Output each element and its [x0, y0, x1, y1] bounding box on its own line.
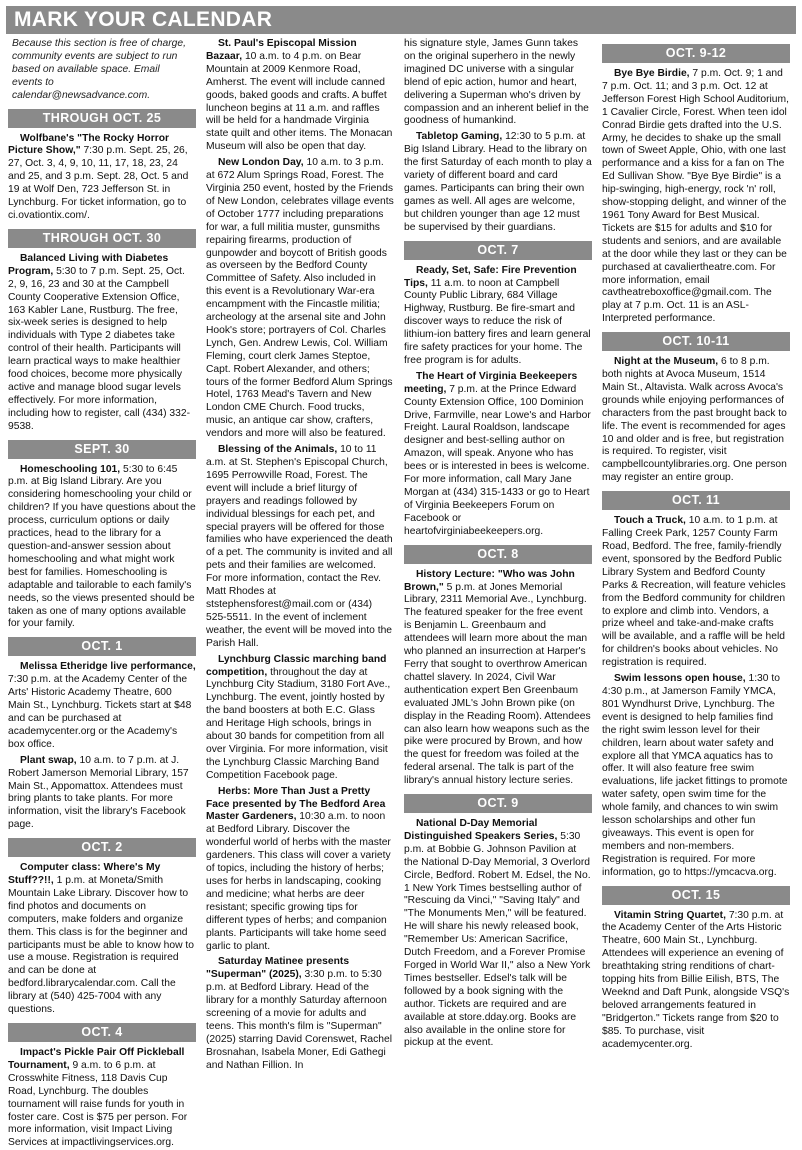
event-body: 3:30 p.m. to 5:30 p.m. at Bedford Library. Head of the library for a monthly Saturday afternoon screening of a movie for adults and teens. This month's film is "Superman" (2025) starring David Corenswet, Rachel Brosnahan, Isabela Moner, Edi Gathegi and Nathan Fillion. In	[206, 969, 392, 1071]
event-item	[602, 673, 790, 880]
event-item	[206, 956, 394, 1072]
event-item	[8, 661, 196, 751]
event-item	[206, 38, 394, 154]
event-item	[206, 654, 394, 783]
section-banner: MARK YOUR CALENDAR	[6, 6, 796, 34]
event-title: Swim lessons open house,	[614, 673, 746, 685]
event-title: Ready, Set, Safe: Fire Prevention Tips,	[404, 264, 577, 289]
event-body: 1:30 to 4:30 p.m., at Jamerson Family YMCA, 801 Wyndhurst Drive, Lynchburg. The event is designed to help families find the right swim lesson level for their children, learn about water safety and explore all that YMCA aquatics has to offer. It will also feature free swim evaluations, life jacket fittings to promote water safety, open swim time for the whole family, and chances to win swim lesson scholarships and other fun giveaways. This event is open for members and non-members. Registration is required. For more information, go to https://ymcacva.org.	[602, 673, 788, 878]
event-item	[602, 356, 790, 485]
event-item	[8, 862, 196, 1017]
event-item	[602, 910, 790, 1052]
event-item	[404, 371, 592, 539]
date-header: THROUGH OCT. 30	[8, 229, 196, 248]
event-item	[404, 818, 592, 1050]
event-title: Balanced Living with Diabetes Program,	[8, 252, 169, 277]
event-body: 7:30 p.m. at the Academy Center of the Arts' Historic Academy Theatre, 600 Main St., Lynchburg. Tickets start at $48 and can be purchased at academycenter.org or the Academy's box office.	[8, 674, 192, 750]
event-body: 9 a.m. to 6 p.m. at Crosswhite Fitness, 118 Davis Cup Road, Lynchburg. The doubles tournament will raise funds for youth in foster care. Cost is $75 per person. For more information, visit Impact Living Services at impactlivingservices.org.	[8, 1059, 188, 1149]
event-body: 10:30 a.m. to noon at Bedford Library. Discover the wonderful world of herbs with the master gardeners. This class will cover a variety of topics, including the history of herbs; uses for herbs in landscaping, cooking and medicine; what herbs are deer resistant; specific growing tips for different types of herbs; and companion plants. Participants will take home seed garlic to plant.	[206, 811, 391, 952]
event-title: Lynchburg Classic marching band competition,	[206, 653, 387, 678]
event-body: 10 a.m. to 1 p.m. at Falling Creek Park, 1257 County Farm Road, Bedford. The free, family-friendly event, sponsored by the Bedford Public Library System and Bedford County Parks & Recreation, will feature vehicles from the Bedford community for children to explore and climb into. Vendors, a prize wheel and take-and-make crafts will be available, and a raffle will be held for children's books about vehicles. No registration is required.	[602, 515, 786, 669]
event-title: Vitamin String Quartet,	[614, 909, 726, 921]
event-body: 5:30 p.m. at Bobbie G. Johnson Pavilion at the National D-Day Memorial, 3 Overlord Circle, Bedford. Robert M. Edsel, the No. 1 New York Times bestselling author of "Rescuing da Vinci," "Saving Italy" and "The Monuments Men," will be featured. He will share his newly released book, "Remember Us: American Sacrifice, Dutch Freedom, and a Forever Promise Forged in World War II," also a New York Times bestseller. Edsel's talk will be followed by a book signing with the author. Tickets are required and are available at store.dday.org. Books are also available in the online store for pickup at the event.	[404, 830, 591, 1049]
event-title: St. Paul's Episcopal Mission Bazaar,	[206, 38, 357, 62]
date-header: SEPT. 30	[8, 440, 196, 459]
event-title: Night at the Museum,	[614, 356, 719, 368]
event-title: Wolfbane's "The Rocky Horror Picture Show,"	[8, 132, 170, 157]
date-header: OCT. 7	[404, 241, 592, 260]
event-item	[602, 515, 790, 670]
event-title: Homeschooling 101,	[20, 463, 121, 475]
event-item	[8, 253, 196, 434]
event-title: National D-Day Memorial Distinguished Speakers Series,	[404, 818, 558, 842]
column-2	[206, 38, 394, 1071]
event-body: 7 p.m. at the Prince Edward County Extension Office, 100 Dominion Drive, Farmville, near Lowe's and Harbor Freight. Laural Roaldson, landscape designer and best-selling author on Amazon, will speak. Anyone who has bees or is interested in bees is welcome. For more information, call Mary Jane Morgan at (434) 315-1433 or go to Heart of Virginia Beekeepers Forum on Facebook or heartofvirginiabeekeepers.org.	[404, 383, 591, 537]
date-header: OCT. 9	[404, 794, 592, 813]
event-body: 10 to 11 a.m. at St. Stephen's Episcopal Church, 1695 Perrowville Road, Forest. The event will include a brief liturgy of prayers and readings followed by individual blessings for each pet, and special prayers will be offered for those families who have experienced the death of a pet. The community is invited and all pets and their families are welcomed. For more information, contact the Rev. Matt Rhodes at ststephensforest@mail.com or (434) 525-5511. In the event of inclement weather, the event will be moved into the Parish Hall.	[206, 444, 393, 649]
event-item	[206, 157, 394, 441]
event-title: Touch a Truck,	[614, 515, 686, 527]
event-title: Blessing of the Animals,	[218, 444, 338, 456]
event-title: Melissa Etheridge live performance,	[20, 661, 196, 673]
event-body: 10 a.m. to 3 p.m. at 672 Alum Springs Road, Forest. The Virginia 250 event, hosted by the Friends of New London, celebrates village events of October 1777 including preparations for war, a full militia muster, gunsmiths repairing firearms, production of gunpowder and boycott of British goods as overseen by the Bedford County Committee of Safety. Also included in this event is a Revolutionary War-era encampment with the Fincastle militia; archeology at the arsenal site and John Hook's store; portrayers of Col. Charles Lynch, Gen. Andrew Lewis, Col. William Fleming, court clerk James Steptoe, Capt. Robert Alexander, and others; tours of the former Bedford Alum Springs Hotel, 1763 Mead's Tavern and New London CME Church. Food trucks, music, an antique car show, crafters, vendors and more will also be featured.	[206, 157, 394, 440]
event-item	[404, 265, 592, 368]
event-title: Bye Bye Birdie,	[614, 68, 690, 79]
event-item	[206, 444, 394, 651]
column-4	[602, 38, 790, 1050]
date-header: OCT. 10-11	[602, 332, 790, 351]
event-body: 7 p.m. Oct. 9; 1 and 7 p.m. Oct. 11; and 3 p.m. Oct. 12 at Jefferson Forest High School Auditorium, 1 Cavalier Circle, Forest. When teen idol Conrad Birdie gets drafted into the U.S. Army, he decides to shake up the small town of Sweet Apple, Ohio, with one last performance and a kiss for a fan on The Ed Sullivan Show. "Bye Bye Birdie" is a hip-swinging, high-energy, rock 'n' roll, show-stopping delight, and winner of the 1961 Tony Award for Best Musical. Tickets are $15 for adults and $10 for students and seniors, and are available at the door while they last or they can be purchased at cavaliertheatre.com. For more information, email cavtheatreboxoffice@gmail.com. The play at 7 p.m. Oct. 11 is an ASL-Interpreted performance.	[602, 68, 789, 325]
event-item	[404, 569, 592, 788]
date-header: OCT. 9-12	[602, 44, 790, 63]
event-item	[8, 755, 196, 832]
column-1	[8, 38, 196, 1149]
event-body: 5:30 to 7 p.m. Sept. 25, Oct. 2, 9, 16, 23 and 30 at the Campbell County Cooperative Extension Office, 163 Kabler Lane, Rustburg. The free, six-week series is designed to help individuals with Type 2 diabetes take control of their health. Participants will learn practical ways to make healthier food choices, become more physically active and manage blood sugar levels effectively. For more information, including how to register, call (434) 332-9538.	[8, 265, 191, 432]
event-body: 11 a.m. to noon at Campbell County Public Library, 684 Village Highway, Rustburg. Be fire-smart and discover ways to reduce the risk of lithium-ion battery fires and learn general fire safety practices for your home. The free program is for adults.	[404, 277, 591, 366]
event-title: Saturday Matinee presents "Superman" (2025),	[206, 956, 350, 981]
event-body: 10 a.m. to 7 p.m. at J. Robert Jamerson Memorial Library, 157 Main St., Appomattox. Attendees must bring plants to take plants. For more information, visit the library's Facebook page.	[8, 754, 189, 831]
event-title: Impact's Pickle Pair Off Pickleball Tournament,	[8, 1047, 185, 1071]
event-body: 1 p.m. at Moneta/Smith Mountain Lake Library. Discover how to find photos and documents on computers, make folders and organize them. This class is for the beginner and participants must be able to know how to use a mouse. Registration is required and can be done at bedford.librarycalendar.com. Call the library at (540) 425-7004 with any questions.	[8, 875, 195, 1016]
date-header: OCT. 4	[8, 1023, 196, 1042]
date-header: OCT. 11	[602, 491, 790, 510]
event-item	[8, 464, 196, 632]
event-item	[404, 131, 592, 234]
event-body: throughout the day at Lynchburg City Stadium, 3180 Fort Ave., Lynchburg. The event, jointly hosted by the band boosters at both E.C. Glass and Heritage High schools, brings in about 30 bands for competition from all over Virginia. For more information, visit the Lynchburg Classic Marching Band Competition Facebook page.	[206, 666, 391, 781]
event-body: 5 p.m. at Jones Memorial Library, 2311 Memorial Ave., Lynchburg. The featured speaker for the free event is Benjamin L. Greenbaum and attendees will learn more about the man who planned an insurrection at Harper's Ferry that sought to overthrow American chattel slavery. In 2024, Civil War authentication expert Ben Greenbaum evaluated JML's John Brown pike (on display in the Reading Room). Attendees can also learn how weapons such as the pike were procured by Brown, and how the quest for freedom was foiled at the federal arsenal. The talk is part of the library's annual history lecture series.	[404, 581, 591, 787]
date-header: OCT. 8	[404, 545, 592, 564]
event-title: History Lecture: "Who was John Brown,"	[404, 568, 575, 593]
event-title: Computer class: Where's My Stuff??!!,	[8, 862, 161, 887]
event-title: The Heart of Virginia Beekeepers meeting,	[404, 370, 578, 395]
event-body: his signature style, James Gunn takes on the original superhero in the newly imagined DC universe with a singular blend of epic action, humor and heart, delivering a Superman who's driven by compassion and an inherent belief in the goodness of humankind.	[404, 38, 589, 127]
event-item	[206, 786, 394, 954]
event-title: Plant swap,	[20, 754, 77, 766]
event-title: New London Day,	[218, 157, 304, 169]
event-item	[8, 133, 196, 223]
date-header: OCT. 15	[602, 886, 790, 905]
date-header: OCT. 2	[8, 838, 196, 857]
event-body: 5:30 to 6:45 p.m. at Big Island Library. Are you considering homeschooling your child or children? If you have questions about the process, curriculum options or daily practices, head to the library for a question-and-answer session about homeschooling and what might work best for families. Homeschooling is adaptable and tailorable to each family's needs, so the views presented should be taken as one of many options available for your family.	[8, 463, 196, 630]
event-body: 7:30 p.m. Sept. 25, 26, 27, Oct. 3, 4, 9, 10, 11, 17, 18, 23, 24 and 25, and 3 p.m. Sept. 28, Oct. 5 and 19 at Wolf Den, 723 Jefferson St. in Lynchburg. For ticket information, go to ci.ovationtix.com/.	[8, 145, 189, 221]
intro-note: Because this section is free of charge, community events are subject to run based on available space. Email events to calendar@newsadvance.com.	[12, 38, 186, 101]
event-item	[602, 68, 790, 326]
event-body: 10 a.m. to 4 p.m. on Bear Mountain at 2009 Kenmore Road, Amherst. The event will include canned goods, baked goods and crafts. A buffet luncheon begins at 11 a.m. and raffles will be held for a handmade Virginia state quilt and other items. The Monacan Museum will also be open that day.	[206, 50, 393, 153]
event-body: 7:30 p.m. at the Academy Center of the Arts Historic Theatre, 600 Main St., Lynchburg. Attendees will experience an evening of breathtaking string renditions of chart-topping hits from Billie Eilish, BTS, The Weeknd and Daft Punk, alongside VSQ's beloved arrangements featured in "Bridgerton." Tickets range from $20 to $85. To purchase, visit academycenter.org.	[602, 909, 790, 1050]
date-header: OCT. 1	[8, 637, 196, 656]
event-item	[8, 1047, 196, 1150]
column-3	[404, 38, 592, 1049]
event-title: Tabletop Gaming,	[416, 131, 503, 143]
event-continued	[404, 38, 592, 128]
event-body: 6 to 8 p.m. both nights at Avoca Museum, 1514 Main St., Altavista. Walk across Avoca's grounds while enjoying performances of characters from the past brought back to life. The event is recommended for ages 10 and older and is free, but registration is required. To register, visit campbellcountylibraries.org. One person may register an entire group.	[602, 356, 787, 484]
date-header: THROUGH OCT. 25	[8, 109, 196, 128]
event-body: 12:30 to 5 p.m. at Big Island Library. Head to the library on the first Saturday of each month to play a variety of different board and card games. Participants can bring their own games as well. All ages are welcome, but children younger than age 12 must be supervised by their guardians.	[404, 131, 592, 233]
event-title: Herbs: More Than Just a Pretty Face presented by The Bedford Area Master Gardeners,	[206, 785, 386, 823]
